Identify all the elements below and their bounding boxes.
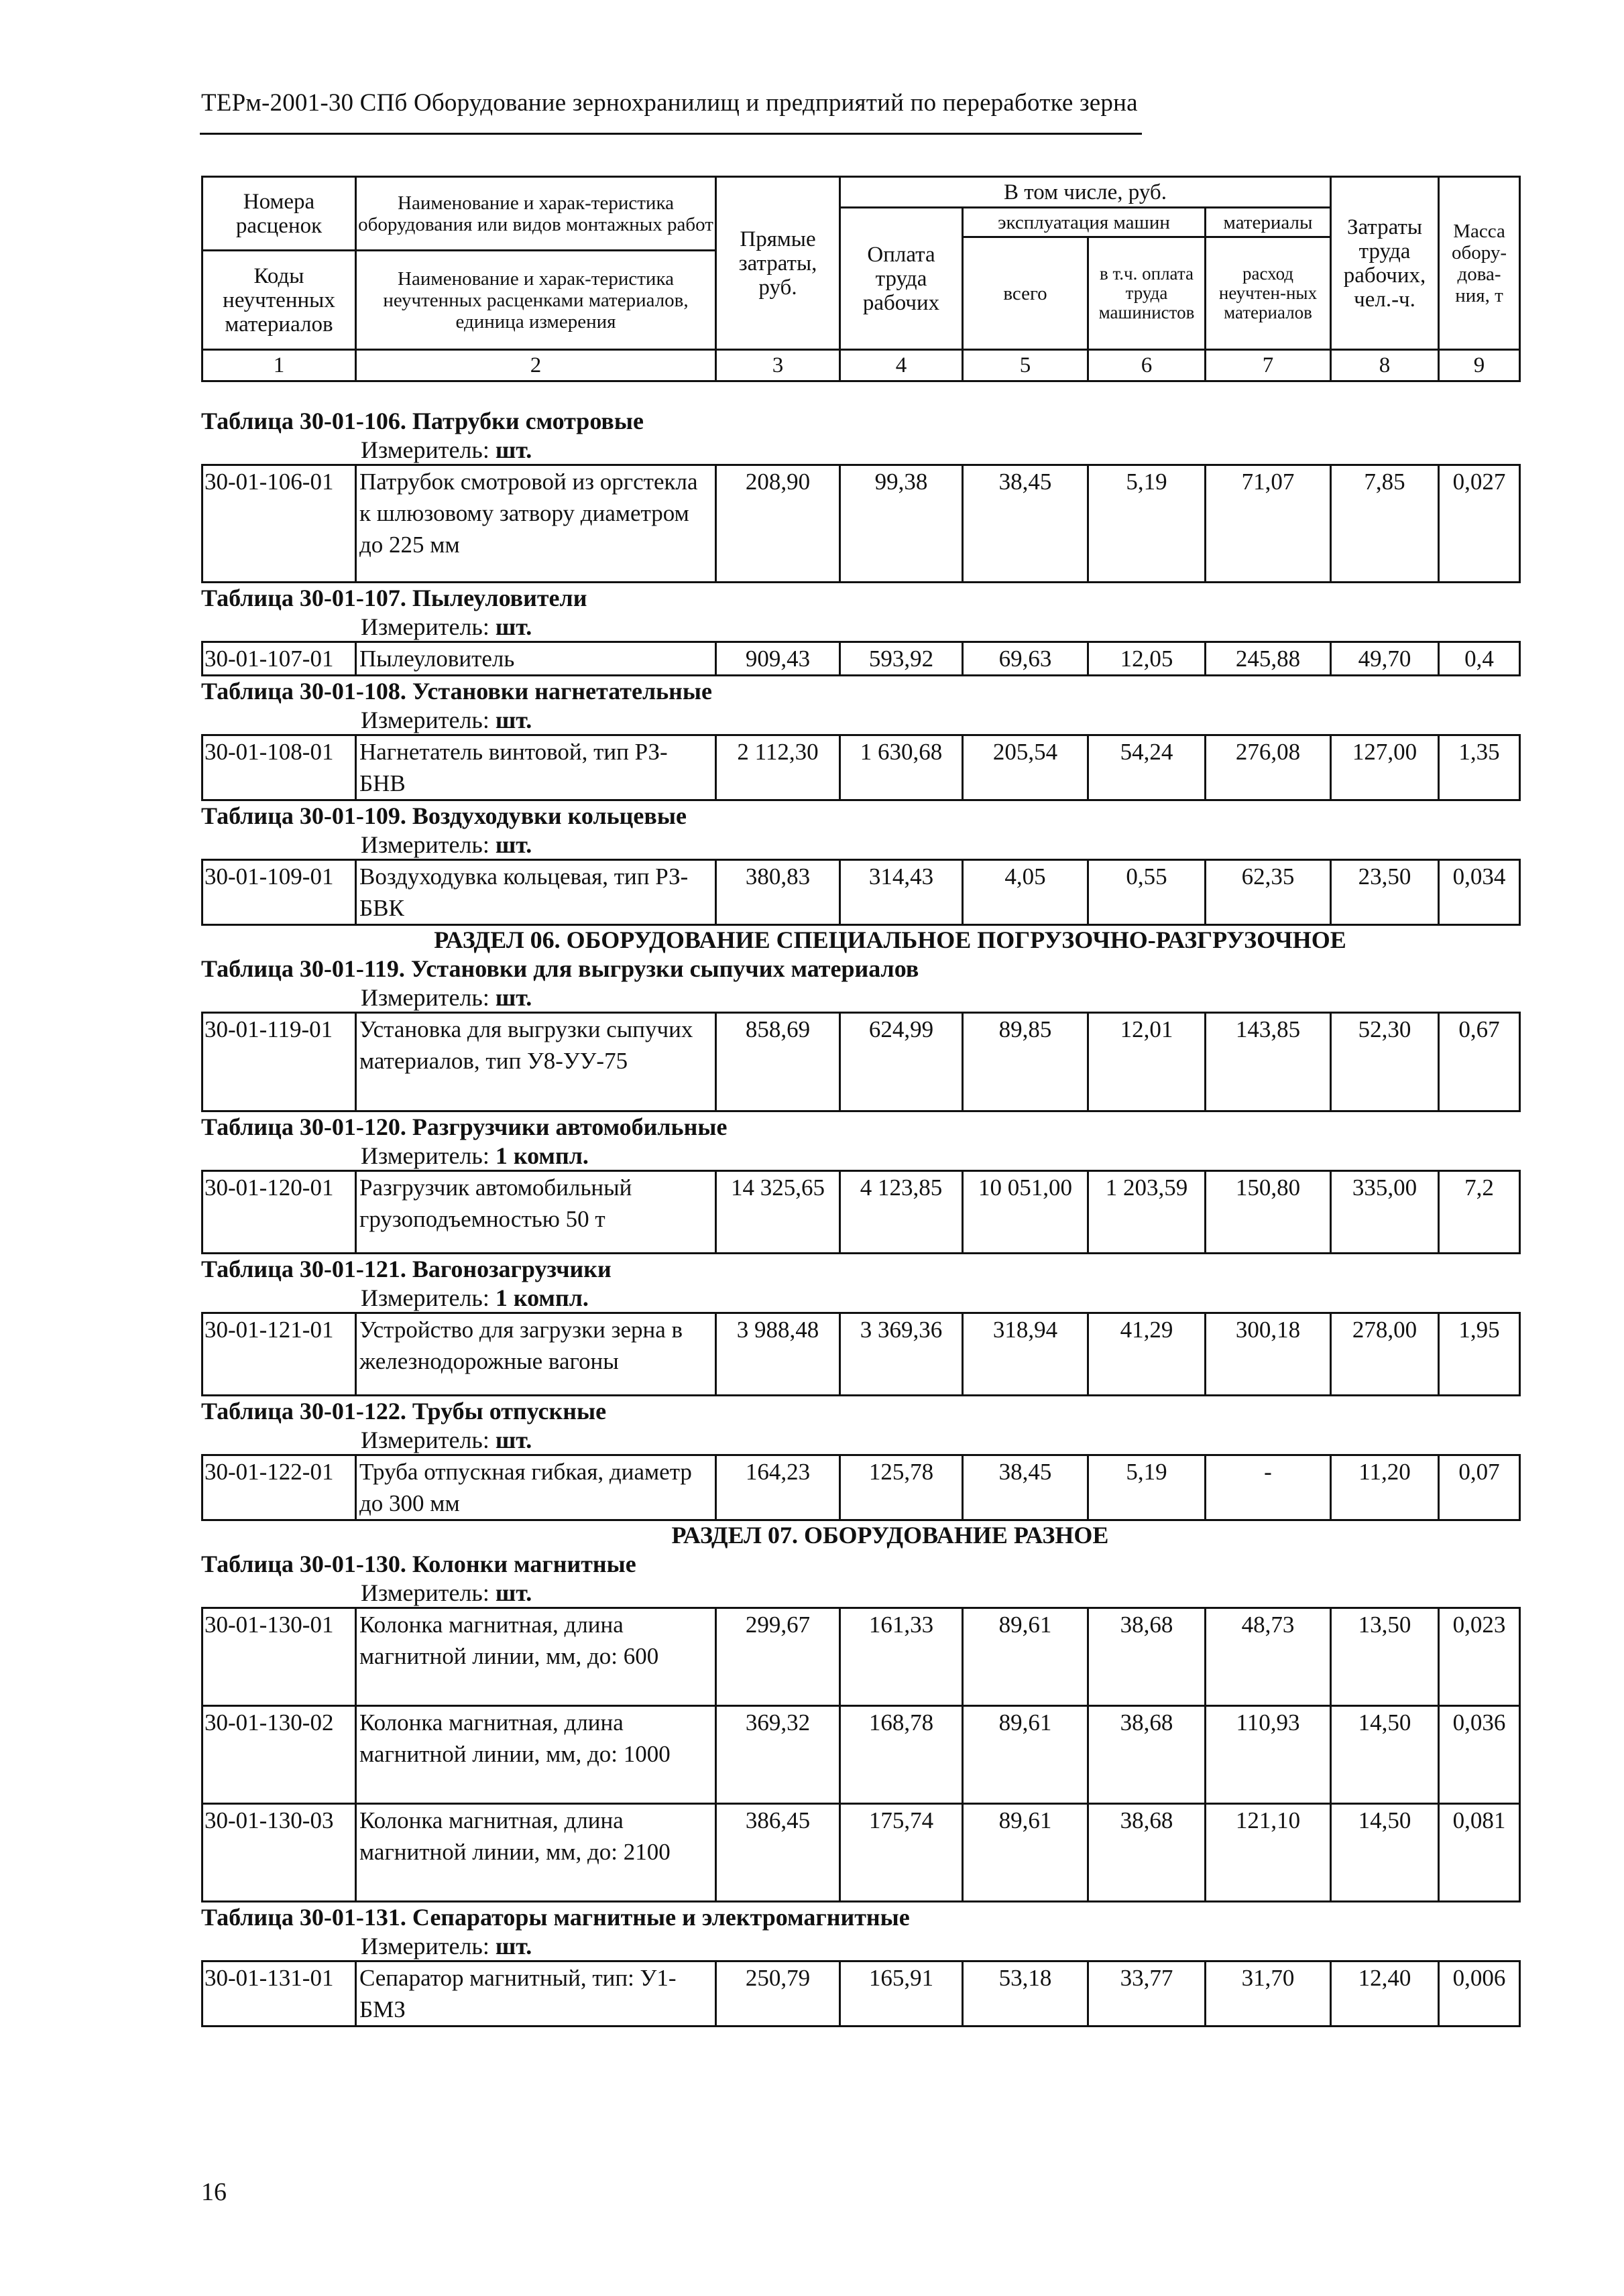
machinist-wage-cell: 38,68 [1088, 1706, 1206, 1804]
item-name: Колонка магнитная, длина магнитной линии, мм, до: 1000 [356, 1706, 716, 1804]
price-table [201, 1960, 1521, 2027]
equipment-mass-cell: 1,95 [1439, 1313, 1520, 1396]
column-number: 8 [1331, 350, 1439, 381]
unaccounted-materials-cell: 300,18 [1206, 1313, 1331, 1396]
table-row [202, 1961, 1520, 2027]
table-caption: Таблица 30-01-107. Пылеуловители [201, 585, 587, 611]
unit-of-measure [201, 1579, 1519, 1607]
machines-total-cell: 205,54 [963, 735, 1088, 800]
table-row [202, 465, 1520, 583]
labor-hours-cell: 52,30 [1331, 1013, 1439, 1111]
machines-total-cell: 69,63 [963, 642, 1088, 676]
worker-wage-cell: 4 123,85 [840, 1171, 963, 1254]
unit-label: Измеритель: [361, 831, 489, 858]
header-codes [202, 177, 356, 251]
header-labor: Затраты труда рабочих, чел.-ч. [1331, 177, 1439, 350]
unit-value: шт. [495, 1427, 532, 1453]
labor-hours-cell: 335,00 [1331, 1171, 1439, 1254]
machinist-wage-cell: 0,55 [1088, 860, 1206, 925]
item-name: Нагнетатель винтовой, тип РЗ-БНВ [356, 735, 716, 800]
worker-wage-cell: 99,38 [840, 465, 963, 583]
machines-total-cell: 53,18 [963, 1961, 1088, 2027]
unit-label: Измеритель: [361, 984, 489, 1011]
header-name [356, 177, 716, 251]
direct-costs-cell: 380,83 [716, 860, 840, 925]
equipment-mass-cell: 0,67 [1439, 1013, 1520, 1111]
item-name: Сепаратор магнитный, тип: У1-БМЗ [356, 1961, 716, 2027]
direct-costs-cell: 208,90 [716, 465, 840, 583]
section-heading: РАЗДЕЛ 06. ОБОРУДОВАНИЕ СПЕЦИАЛЬНОЕ ПОГРУЗОЧНО-РАЗГРУЗОЧНОЕ [434, 926, 1346, 953]
equipment-mass-cell: 0,006 [1439, 1961, 1520, 2027]
unit-value: шт. [495, 613, 532, 640]
machinist-wage-cell: 12,05 [1088, 642, 1206, 676]
unit-value: 1 компл. [495, 1142, 589, 1169]
equipment-mass-cell: 0,036 [1439, 1706, 1520, 1804]
unit-value: 1 компл. [495, 1284, 589, 1311]
item-name: Колонка магнитная, длина магнитной линии, мм, до: 600 [356, 1608, 716, 1706]
table-row [202, 860, 1520, 925]
equipment-mass-cell: 0,081 [1439, 1804, 1520, 1902]
machinist-wage-cell: 54,24 [1088, 735, 1206, 800]
unaccounted-materials-cell: - [1206, 1455, 1331, 1520]
table-caption: Таблица 30-01-120. Разгрузчики автомобильные [201, 1113, 728, 1140]
item-name: Устройство для загрузки зерна в железнодорожные вагоны [356, 1313, 716, 1396]
unit-of-measure [201, 613, 1519, 641]
table-row [202, 1455, 1520, 1520]
price-table [201, 734, 1521, 801]
rate-code: 30-01-119-01 [202, 1013, 356, 1111]
unit-value: шт. [495, 436, 532, 463]
item-name: Воздуходувка кольцевая, тип РЗ-БВК [356, 860, 716, 925]
machinist-wage-cell: 33,77 [1088, 1961, 1206, 2027]
rate-code: 30-01-109-01 [202, 860, 356, 925]
rate-code: 30-01-106-01 [202, 465, 356, 583]
direct-costs-cell: 250,79 [716, 1961, 840, 2027]
unit-value: шт. [495, 984, 532, 1011]
document-title: ТЕРм-2001-30 СПб Оборудование зернохранилищ и предприятий по переработке зерна [201, 89, 1138, 117]
equipment-mass-cell: 0,07 [1439, 1455, 1520, 1520]
direct-costs-cell: 858,69 [716, 1013, 840, 1111]
machines-total-cell: 89,61 [963, 1706, 1088, 1804]
header-group: В том числе, руб. [840, 177, 1331, 208]
equipment-mass-cell: 0,4 [1439, 642, 1520, 676]
equipment-mass-cell: 0,027 [1439, 465, 1520, 583]
rate-code: 30-01-130-01 [202, 1608, 356, 1706]
labor-hours-cell: 14,50 [1331, 1706, 1439, 1804]
price-tables [201, 406, 1519, 2027]
table-row [202, 642, 1520, 676]
unaccounted-materials-cell: 245,88 [1206, 642, 1331, 676]
item-name: Установка для выгрузки сыпучих материалов, тип У8-УУ-75 [356, 1013, 716, 1111]
unit-value: шт. [495, 707, 532, 733]
unit-of-measure [201, 1142, 1519, 1170]
labor-hours-cell: 127,00 [1331, 735, 1439, 800]
header-materials: материалы [1206, 208, 1331, 237]
column-numbers-row [202, 350, 1520, 381]
machines-total-cell: 89,61 [963, 1608, 1088, 1706]
machinist-wage-cell: 41,29 [1088, 1313, 1206, 1396]
table-caption: Таблица 30-01-131. Сепараторы магнитные и электромагнитные [201, 1904, 910, 1931]
unaccounted-materials-cell: 143,85 [1206, 1013, 1331, 1111]
worker-wage-cell: 125,78 [840, 1455, 963, 1520]
header-machines-total: всего [963, 237, 1088, 350]
rate-code: 30-01-107-01 [202, 642, 356, 676]
unaccounted-materials-cell: 150,80 [1206, 1171, 1331, 1254]
unaccounted-materials-cell: 276,08 [1206, 735, 1331, 800]
table-caption: Таблица 30-01-109. Воздуходувки кольцевые [201, 802, 687, 829]
column-number: 1 [202, 350, 356, 381]
labor-hours-cell: 12,40 [1331, 1961, 1439, 2027]
labor-hours-cell: 11,20 [1331, 1455, 1439, 1520]
unit-label: Измеритель: [361, 613, 489, 640]
equipment-mass-cell: 1,35 [1439, 735, 1520, 800]
machines-total-cell: 38,45 [963, 1455, 1088, 1520]
header-codes-top: Номера расценок [235, 189, 323, 238]
worker-wage-cell: 624,99 [840, 1013, 963, 1111]
direct-costs-cell: 3 988,48 [716, 1313, 840, 1396]
direct-costs-cell: 164,23 [716, 1455, 840, 1520]
rate-code: 30-01-130-03 [202, 1804, 356, 1902]
item-name: Труба отпускная гибкая, диаметр до 300 мм [356, 1455, 716, 1520]
direct-costs-cell: 2 112,30 [716, 735, 840, 800]
machinist-wage-cell: 12,01 [1088, 1013, 1206, 1111]
table-caption: Таблица 30-01-108. Установки нагнетательные [201, 678, 713, 705]
item-name: Пылеуловитель [356, 642, 716, 676]
unaccounted-materials-cell: 31,70 [1206, 1961, 1331, 2027]
labor-hours-cell: 23,50 [1331, 860, 1439, 925]
header-name-top: Наименование и харак-теристика оборудования или видов монтажных работ [358, 192, 713, 235]
header-unaccounted: расход неучтен-ных материалов [1206, 237, 1331, 350]
rate-code: 30-01-122-01 [202, 1455, 356, 1520]
title-rule [200, 133, 1142, 135]
worker-wage-cell: 593,92 [840, 642, 963, 676]
direct-costs-cell: 909,43 [716, 642, 840, 676]
page-number: 16 [201, 2178, 227, 2206]
price-table [201, 464, 1521, 583]
header-codes-bottom: Коды неучтенных материалов [202, 251, 356, 350]
header-direct-costs: Прямые затраты, руб. [716, 177, 840, 350]
unaccounted-materials-cell: 71,07 [1206, 465, 1331, 583]
table-row [202, 735, 1520, 800]
unit-of-measure [201, 1284, 1519, 1312]
header-wage: Оплата труда рабочих [840, 208, 963, 350]
machines-total-cell: 318,94 [963, 1313, 1088, 1396]
equipment-mass-cell: 7,2 [1439, 1171, 1520, 1254]
column-number: 4 [840, 350, 963, 381]
machinist-wage-cell: 38,68 [1088, 1804, 1206, 1902]
item-name: Разгрузчик автомобильный грузоподъемностью 50 т [356, 1171, 716, 1254]
machines-total-cell: 89,85 [963, 1013, 1088, 1111]
header-mass: Масса обору-дова-ния, т [1439, 177, 1520, 350]
rate-code: 30-01-108-01 [202, 735, 356, 800]
unit-value: шт. [495, 831, 532, 858]
equipment-mass-cell: 0,034 [1439, 860, 1520, 925]
labor-hours-cell: 7,85 [1331, 465, 1439, 583]
worker-wage-cell: 165,91 [840, 1961, 963, 2027]
rate-code: 30-01-121-01 [202, 1313, 356, 1396]
unit-label: Измеритель: [361, 1142, 489, 1169]
table-caption: Таблица 30-01-122. Трубы отпускные [201, 1398, 607, 1425]
item-name: Патрубок смотровой из оргстекла к шлюзовому затвору диаметром до 225 мм [356, 465, 716, 583]
column-number: 6 [1088, 350, 1206, 381]
rate-code: 30-01-130-02 [202, 1706, 356, 1804]
table-caption: Таблица 30-01-121. Вагонозагрузчики [201, 1256, 612, 1282]
worker-wage-cell: 314,43 [840, 860, 963, 925]
unaccounted-materials-cell: 121,10 [1206, 1804, 1331, 1902]
direct-costs-cell: 14 325,65 [716, 1171, 840, 1254]
labor-hours-cell: 14,50 [1331, 1804, 1439, 1902]
unit-of-measure [201, 706, 1519, 734]
labor-hours-cell: 49,70 [1331, 642, 1439, 676]
machinist-wage-cell: 1 203,59 [1088, 1171, 1206, 1254]
unit-label: Измеритель: [361, 1579, 489, 1606]
unaccounted-materials-cell: 62,35 [1206, 860, 1331, 925]
table-caption: Таблица 30-01-130. Колонки магнитные [201, 1551, 636, 1577]
unit-of-measure [201, 831, 1519, 859]
price-table [201, 641, 1521, 676]
unit-of-measure [201, 983, 1519, 1012]
price-table [201, 1607, 1521, 1902]
unit-of-measure [201, 1932, 1519, 1960]
direct-costs-cell: 369,32 [716, 1706, 840, 1804]
header-machines: эксплуатация машин [963, 208, 1206, 237]
machines-total-cell: 10 051,00 [963, 1171, 1088, 1254]
price-table [201, 1012, 1521, 1112]
table-row [202, 1313, 1520, 1396]
machinist-wage-cell: 5,19 [1088, 1455, 1206, 1520]
unit-value: шт. [495, 1933, 532, 1959]
unit-of-measure [201, 436, 1519, 464]
unaccounted-materials-cell: 110,93 [1206, 1706, 1331, 1804]
unit-of-measure [201, 1426, 1519, 1454]
unit-label: Измеритель: [361, 707, 489, 733]
header-name-bottom: Наименование и харак-теристика неучтенных расценками материалов, единица измерения [356, 251, 716, 350]
price-table [201, 859, 1521, 926]
unit-label: Измеритель: [361, 436, 489, 463]
direct-costs-cell: 386,45 [716, 1804, 840, 1902]
machines-total-cell: 89,61 [963, 1804, 1088, 1902]
price-table [201, 1454, 1521, 1521]
worker-wage-cell: 1 630,68 [840, 735, 963, 800]
table-caption: Таблица 30-01-119. Установки для выгрузки сыпучих материалов [201, 955, 919, 982]
worker-wage-cell: 3 369,36 [840, 1313, 963, 1396]
section-heading: РАЗДЕЛ 07. ОБОРУДОВАНИЕ РАЗНОЕ [671, 1522, 1109, 1549]
machinist-wage-cell: 5,19 [1088, 465, 1206, 583]
item-name: Колонка магнитная, длина магнитной линии, мм, до: 2100 [356, 1804, 716, 1902]
column-number: 2 [356, 350, 716, 381]
column-number: 5 [963, 350, 1088, 381]
labor-hours-cell: 278,00 [1331, 1313, 1439, 1396]
table-row [202, 1013, 1520, 1111]
rate-code: 30-01-120-01 [202, 1171, 356, 1254]
unit-label: Измеритель: [361, 1933, 489, 1959]
direct-costs-cell: 299,67 [716, 1608, 840, 1706]
unaccounted-materials-cell: 48,73 [1206, 1608, 1331, 1706]
table-row [202, 1706, 1520, 1804]
table-row [202, 1804, 1520, 1902]
machines-total-cell: 4,05 [963, 860, 1088, 925]
equipment-mass-cell: 0,023 [1439, 1608, 1520, 1706]
worker-wage-cell: 168,78 [840, 1706, 963, 1804]
unit-label: Измеритель: [361, 1427, 489, 1453]
price-table [201, 1312, 1521, 1396]
worker-wage-cell: 161,33 [840, 1608, 963, 1706]
price-table [201, 1170, 1521, 1254]
column-number: 7 [1206, 350, 1331, 381]
column-header-table [201, 176, 1521, 382]
worker-wage-cell: 175,74 [840, 1804, 963, 1902]
table-caption: Таблица 30-01-106. Патрубки смотровые [201, 408, 644, 434]
header-machinists: в т.ч. оплата труда машинистов [1088, 237, 1206, 350]
table-row [202, 1608, 1520, 1706]
machinist-wage-cell: 38,68 [1088, 1608, 1206, 1706]
labor-hours-cell: 13,50 [1331, 1608, 1439, 1706]
table-row [202, 1171, 1520, 1254]
machines-total-cell: 38,45 [963, 465, 1088, 583]
column-number: 9 [1439, 350, 1520, 381]
unit-label: Измеритель: [361, 1284, 489, 1311]
unit-value: шт. [495, 1579, 532, 1606]
column-number: 3 [716, 350, 840, 381]
rate-code: 30-01-131-01 [202, 1961, 356, 2027]
